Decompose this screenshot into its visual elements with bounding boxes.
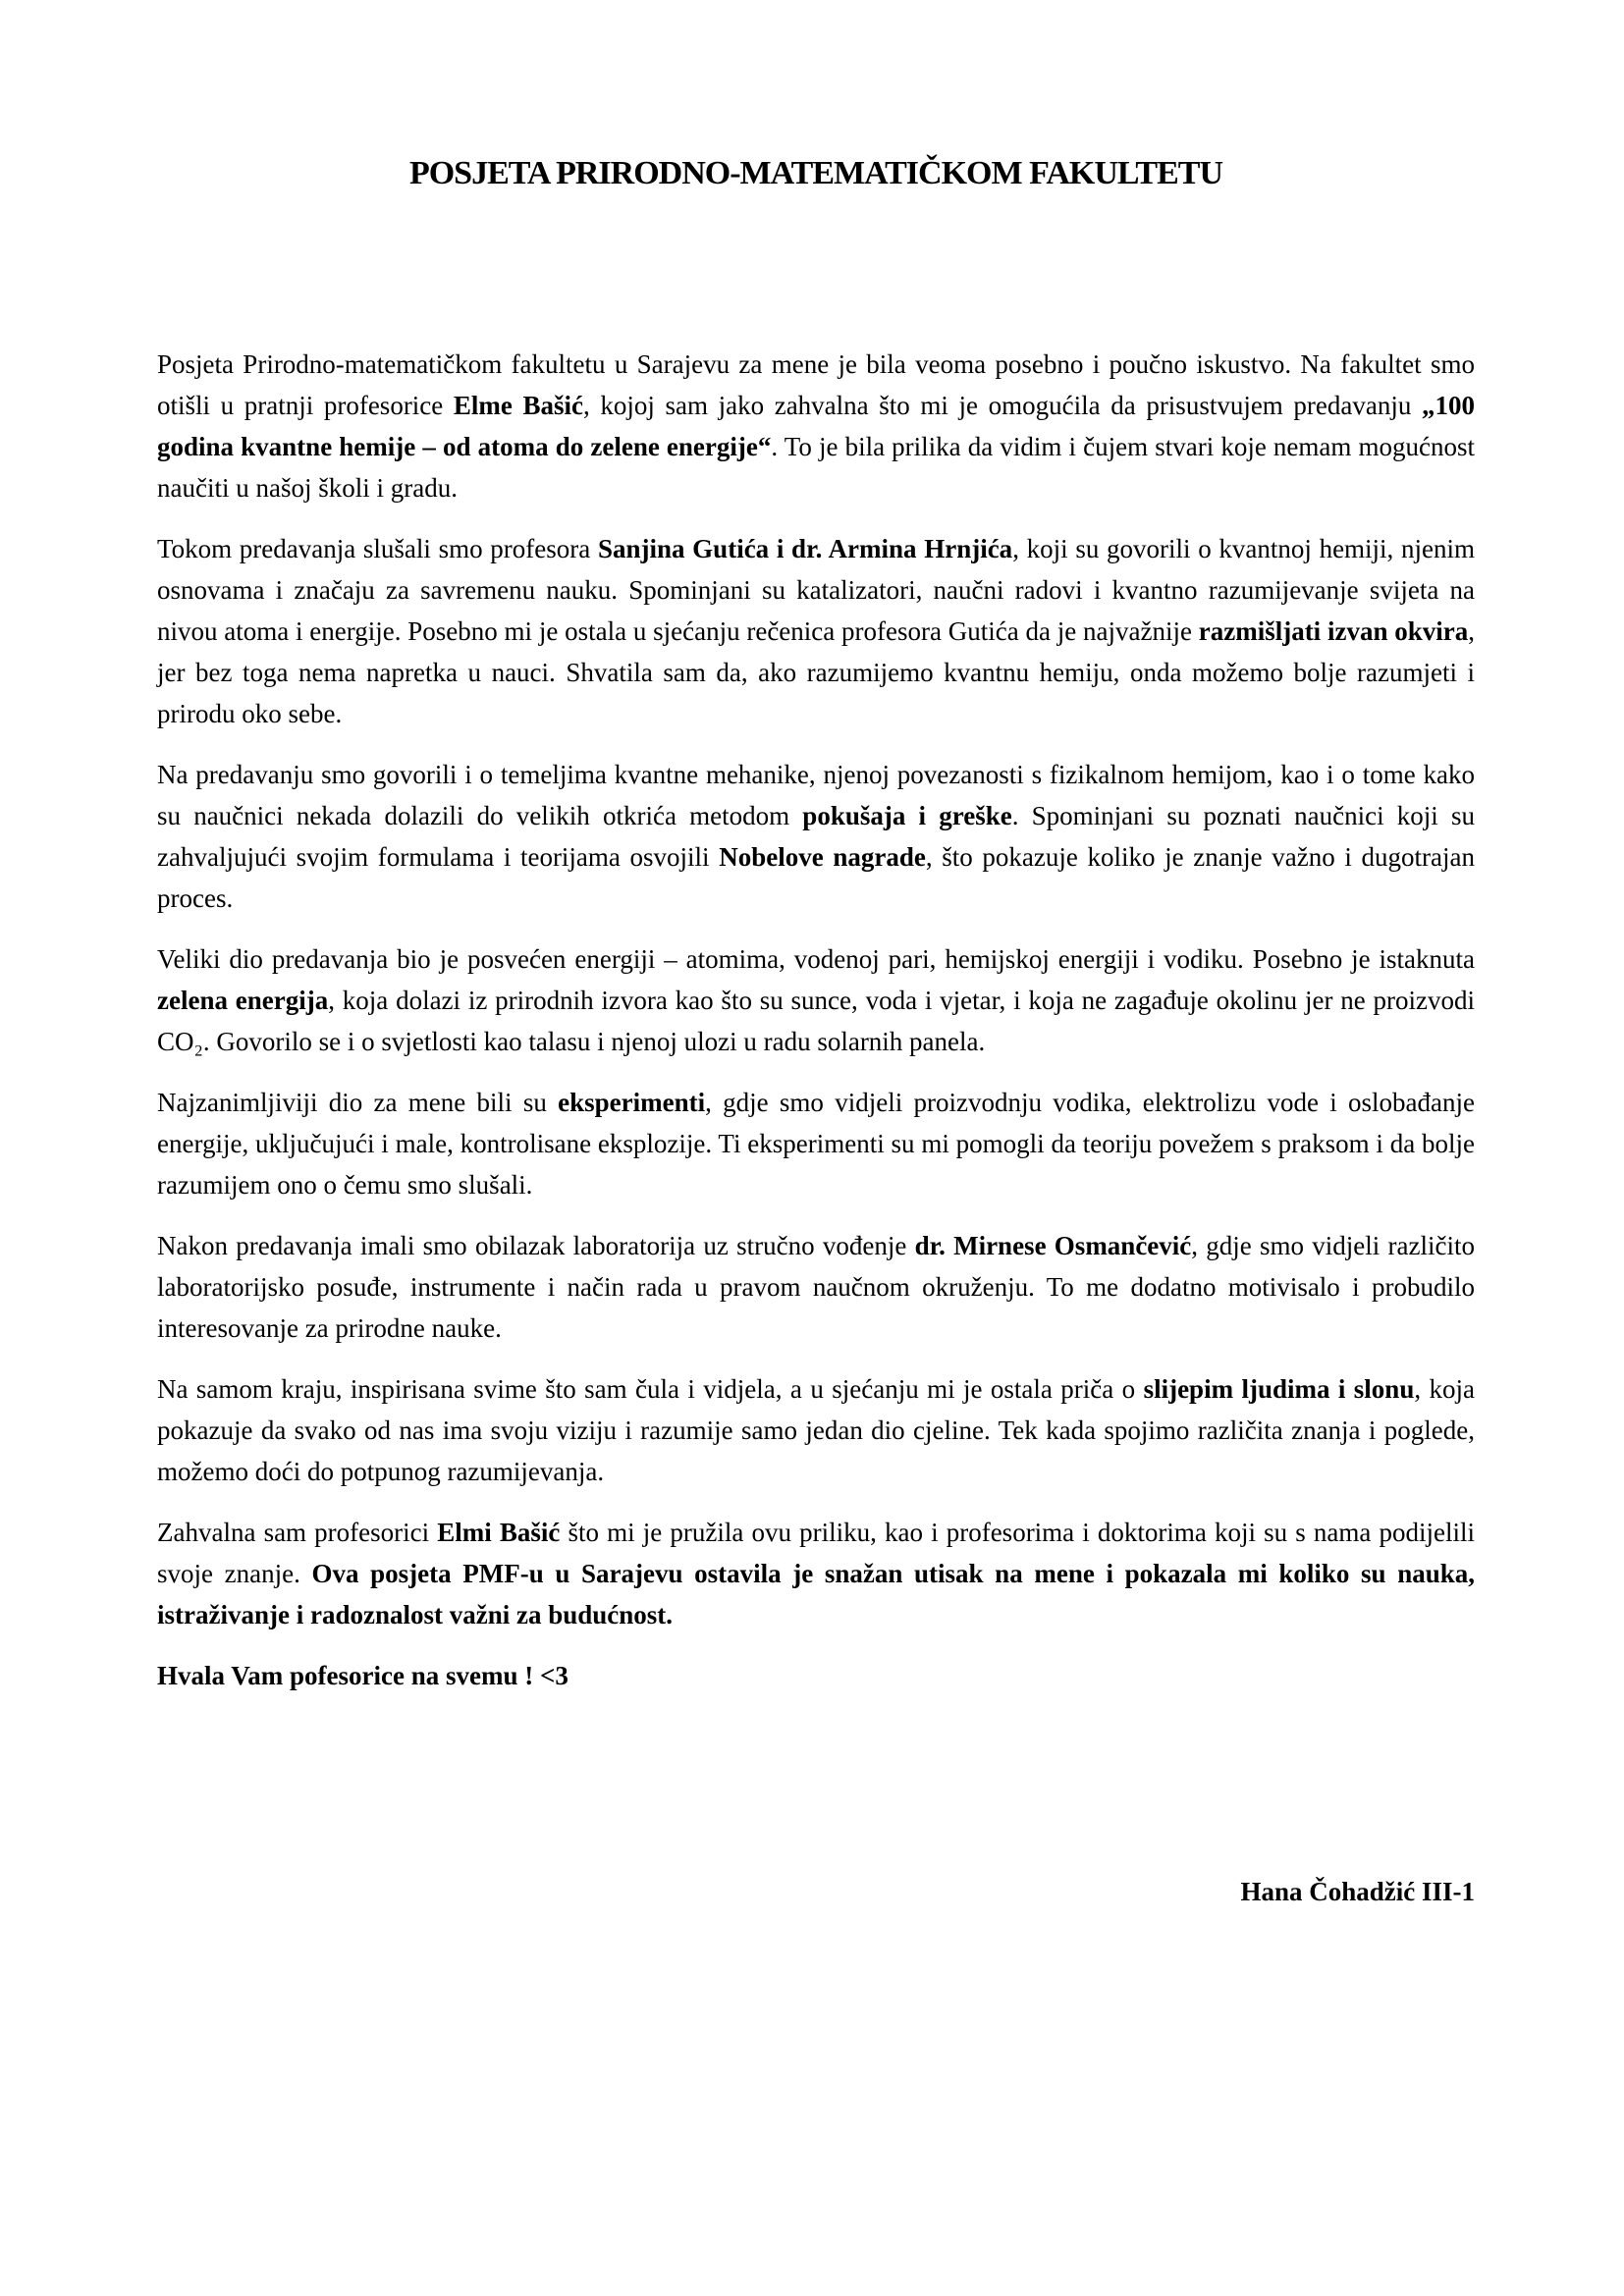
bold-text: Elmi Bašić (437, 1518, 561, 1547)
paragraph (157, 938, 1475, 1062)
bold-text: dr. Mirnese Osmančević (914, 1231, 1192, 1260)
text-run: . Spominjani su poznati naučnici koji su zahvaljujući svojim formulama i teorijama osvojili (157, 801, 1475, 872)
text-run: , koja dolazi iz prirodnih izvora kao što su sunce, voda i vjetar, i koja ne zagađuje okolinu jer ne proizvodi CO₂. Govorilo se i o svjetlosti kao talasu i njenoj ulozi u radu solarnih panela. (157, 986, 1475, 1056)
text-run: Tokom predavanja slušali smo profesora (157, 534, 598, 563)
text-run: Najzanimljiviji dio za mene bili su (157, 1088, 559, 1117)
text-run: , kojoj sam jako zahvalna što mi je omogućila da prisustvujem predavanju (583, 391, 1422, 420)
paragraph (157, 344, 1475, 508)
bold-text: Elme Bašić (453, 391, 584, 420)
paragraph (157, 1082, 1475, 1205)
text-run: , gdje smo vidjeli proizvodnju vodika, elektrolizu vode i oslobađanje energije, uključujući i male, kontrolisane eksplozije. Ti eksperimenti su mi pomogli da teoriju povežem s praksom i da bolje razumijem ono o čemu smo slušali. (157, 1088, 1476, 1200)
paragraph (157, 1512, 1475, 1635)
text-run: Veliki dio predavanja bio je posvećen energiji – atomima, vodenoj pari, hemijskoj energiji i vodiku. Posebno je istaknuta (157, 944, 1475, 974)
text-run: , jer bez toga nema napretka u nauci. Shvatila sam da, ako razumijemo kvantnu hemiju, onda možemo bolje razumjeti i prirodu oko sebe. (157, 616, 1475, 728)
bold-text: slijepim ljudima i slonu (1143, 1374, 1415, 1404)
text-run: Na samom kraju, inspirisana svime što sam čula i vidjela, a u sjećanju mi je ostala priča o (157, 1374, 1144, 1404)
paragraph (157, 1368, 1475, 1492)
bold-text: Nobelove nagrade (719, 842, 926, 872)
text-run: Zahvalna sam profesorici (157, 1518, 438, 1547)
closing-thanks: Hvala Vam pofesorice na svemu ! <3 (157, 1661, 568, 1690)
text-run: Posjeta Prirodno-matematičkom fakultetu u Sarajevu za mene je bila veoma posebno i poučno iskustvo. Na fakultet smo otišli u pratnji profesorice (157, 349, 1475, 420)
bold-text: zelena energija (157, 986, 329, 1015)
document-body (157, 344, 1475, 1696)
bold-text: pokušaja i greške (802, 801, 1012, 830)
bold-text: „100 godina kvantne hemije – od atoma do zelene energije“ (157, 391, 1475, 461)
text-run: Na predavanju smo govorili i o temeljima kvantne mehanike, njenoj povezanosti s fizikalnom hemijom, kao i o tome kako su naučnici nekada dolazili do velikih otkrića metodom (157, 760, 1475, 830)
page-title: POSJETA PRIRODNO-MATEMATIČKOM FAKULTETU (408, 155, 1223, 191)
bold-text: Sanjina Gutića i dr. Armina Hrnjića (597, 534, 1013, 563)
text-run: , gdje smo vidjeli različito laboratorijsko posuđe, instrumente i način rada u pravom naučnom okruženju. To me dodatno motivisalo i probudilo interesovanje za prirodne nauke. (157, 1231, 1475, 1343)
paragraph (157, 1225, 1475, 1349)
bold-text: eksperimenti (558, 1088, 706, 1117)
text-run: što mi je pružila ovu priliku, kao i profesorima i doktorima koji su s nama podijelili svoje znanje. (157, 1518, 1475, 1588)
text-run: , koja pokazuje da svako od nas ima svoju viziju i razumije samo jedan dio cjeline. Tek kada spojimo različita znanja i poglede, možemo doći do potpunog razumijevanja. (157, 1374, 1475, 1486)
text-run: Nakon predavanja imali smo obilazak laboratorija uz stručno vođenje (157, 1231, 915, 1260)
bold-text: razmišljati izvan okvira (1198, 616, 1469, 646)
bold-text: Ova posjeta PMF-u u Sarajevu ostavila je snažan utisak na mene i pokazala mi koliko su nauka, istraživanje i radoznalost važni za budućnost. (157, 1559, 1475, 1629)
paragraph (157, 754, 1475, 919)
paragraph (157, 528, 1475, 734)
text-run: , koji su govorili o kvantnoj hemiji, njenim osnovama i značaju za savremenu nauku. Spominjani su katalizatori, naučni radovi i kvantno razumijevanje svijeta na nivou atoma i energije. Posebno mi je ostala u sjećanju rečenica profesora Gutića da je najvažnije (157, 534, 1475, 646)
text-run: , što pokazuje koliko je znanje važno i dugotrajan proces. (157, 842, 1476, 913)
author-signature: Hana Čohadžić III-1 (1240, 1877, 1475, 1906)
paragraph-list (157, 344, 1475, 1635)
text-run: . To je bila prilika da vidim i čujem stvari koje nemam mogućnost naučiti u našoj školi i gradu. (157, 432, 1475, 503)
